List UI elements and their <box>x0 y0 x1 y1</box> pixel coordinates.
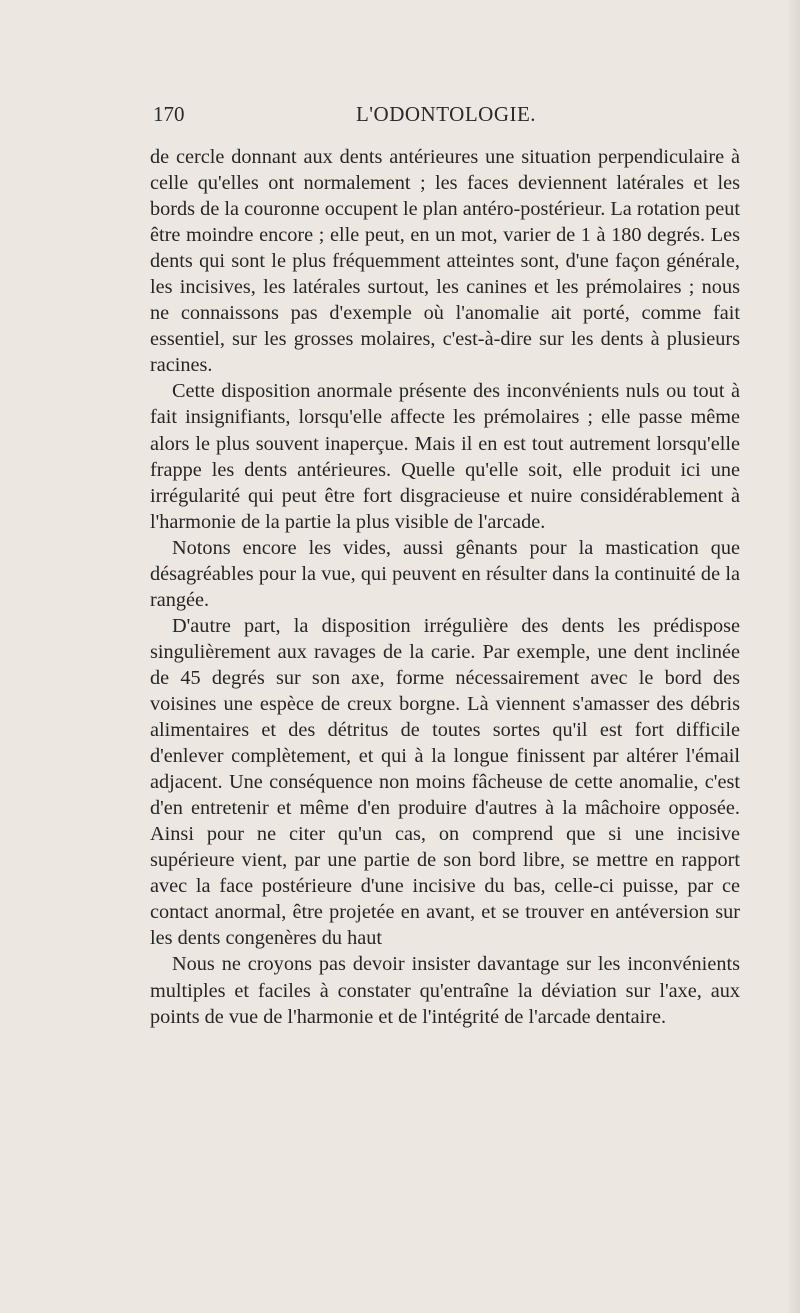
running-title: L'ODONTOLOGIE. <box>355 102 537 126</box>
page-number: 170 <box>153 102 185 126</box>
paragraph-2: Cette disposition anormale présente des inconvénients nuls ou tout à fait insignifiants, lorsqu'elle affecte les prémolaires ; elle passe même alors le plus souvent inaperçue. Mais il en est tout autrement lorsqu'elle frappe les dents antérieures. Quelle qu'elle soit, elle produit ici une irrégularité qui peut être fort disgracieuse et nuire considérablement à l'harmonie de la partie la plus visible de l'arcade. <box>150 380 740 533</box>
page-edge-shadow <box>786 0 800 1313</box>
paragraph-1: de cercle donnant aux dents antérieures une situation perpendiculaire à celle qu'elles ont normalement ; les faces deviennent latérales et les bords de la couronne occupent le plan antéro-postérieur. La rotation peut être moindre encore ; elle peut, en un mot, varier de 1 à 180 degrés. Les dents qui sont le plus fréquemment atteintes sont, d'une façon générale, les incisives, les latérales surtout, les canines et les prémolaires ; nous ne connaissons pas d'exemple où l'anomalie ait porté, comme fait essentiel, sur les grosses molaires, c'est-à-dire sur les dents à plusieurs racines. <box>150 146 740 377</box>
page-header <box>153 102 739 132</box>
paragraph-4: D'autre part, la disposition irrégulière des dents les prédispose singulièrement aux ravages de la carie. Par exemple, une dent inclinée de 45 degrés sur son axe, forme nécessairement avec le bord des voisines une espèce de creux borgne. Là viennent s'amasser des débris alimentaires et des détritus de toutes sortes qu'il est fort difficile d'enlever complètement, et qui à la longue finissent par altérer l'émail adjacent. Une conséquence non moins fâcheuse de cette anomalie, c'est d'en entretenir et même d'en produire d'autres à la mâchoire opposée. Ainsi pour ne citer qu'un cas, on comprend que si une incisive supérieure vient, par une partie de son bord libre, se mettre en rapport avec la face postérieure d'une incisive du bas, celle-ci puisse, par ce contact anormal, être projetée en avant, et se trouver en antéversion sur les dents congenères du haut <box>150 614 740 950</box>
paragraph-5: Nous ne croyons pas devoir insister davantage sur les inconvénients multiples et faciles à constater qu'entraîne la déviation sur l'axe, aux points de vue de l'harmonie et de l'intégrité de l'arcade dentaire. <box>150 953 740 1028</box>
body-text <box>150 144 740 1030</box>
paragraph-3: Notons encore les vides, aussi gênants pour la mastication que désagréables pour la vue, qui peuvent en résulter dans la continuité de la rangée. <box>150 536 740 611</box>
